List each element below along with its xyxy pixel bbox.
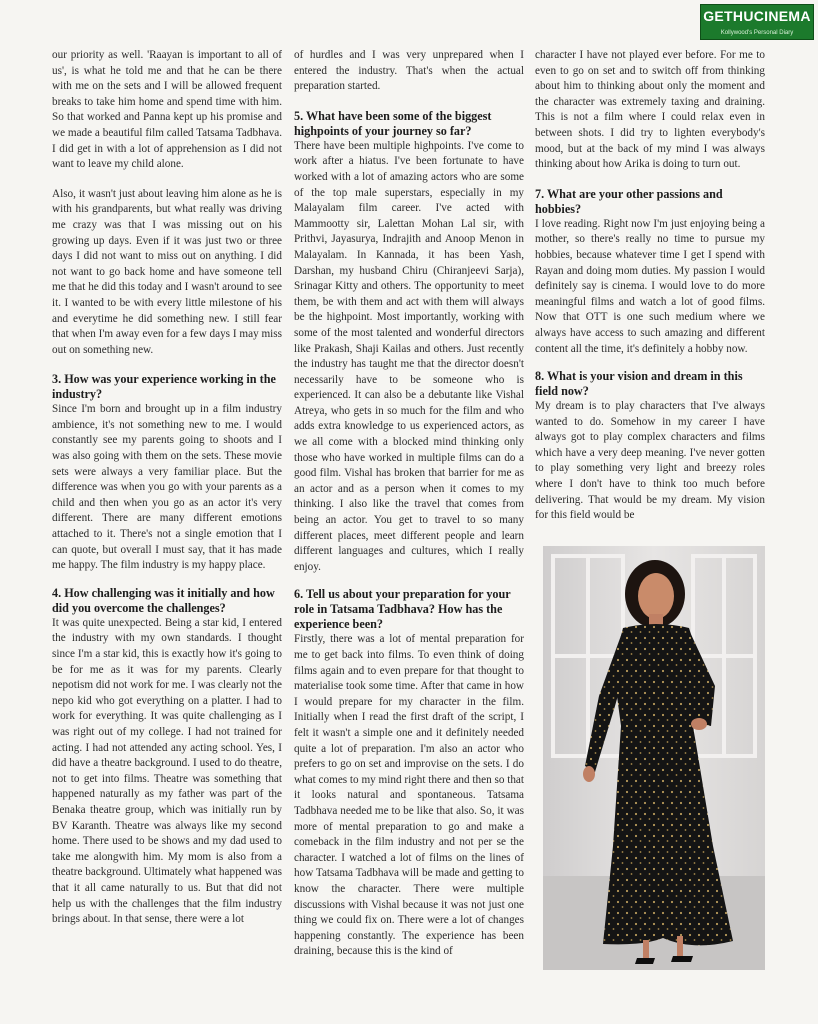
portrait-illustration (543, 546, 765, 970)
answer-3: Since I'm born and brought up in a film industry ambience, it's not something new to me. I would constantly see my parents going to shoots and I was also going with them on the sets. These movie sets were always a very familiar place. But the difference was when you go with your parents as a child and then when you go as an actor it's very different. There are many different emotions attached to it. There's not a single emotion that I can quote, but overall I must say, that it has made me happy. The film industry is my happy place. (52, 403, 282, 572)
paragraph: of hurdles and I was very unprepared when I entered the industry. That's when the actual preparation started. (294, 49, 524, 93)
article-column-1 (52, 48, 282, 942)
answer-7: I love reading. Right now I'm just enjoying being a mother, so there's really no time to pursue my hobbies, because whatever time I get I spend with Rayan and doing mom duties. My passion I would definitely say is cinema. I would love to do more meaningful films and watch a lot of good films. Now that OTT is one such medium where we always have access to such amazing and different content all the time, it's definitely a hobby now. (535, 217, 765, 355)
answer-5: There have been multiple highpoints. I've come to work after a hiatus. I've been fortunate to have worked with a lot of amazing actors who are some of the top male superstars, especially in my Malayalam film career. I've acted with Mammootty sir, Lalettan Mohan Lal sir, with Prithvi, Jayasurya, Indrajith and Anoop Menon in Malayalam. In Kannada, it has been Yash, Darshan, my husband Chiru (Chiranjeevi Sarja), Srinagar Kitty and others. The opportunity to meet them, be with them and act with them will always be the highpoint. Most importantly, working with some of the most talented and wonderful directors like Prakash, Shaji Kailas and others. Just recently the industry has taught me that the director doesn't necessarily have to be someone who is experienced. It can also be a debutante like Vishal Atreya, who gets in so much for the film and who adds extra knowledge to us experienced actors, as we all come with a blocked mind thinking only those who have worked in multiple films can do a good film. Vishal has broken that barrier for me as an actor and as a person when it comes to my thinking. I also like the travel that comes from being an actor. You get to travel to so many different places, meet different people and learn different languages and cultures, which I really enjoy. (294, 139, 524, 573)
question-heading-8: 8. What is your vision and dream in this field now? (535, 369, 743, 399)
question-heading-4: 4. How challenging was it initially and how did you overcome the challenges? (52, 585, 275, 615)
question-heading-6: 6. Tell us about your preparation for your role in Tatsama Tadbhava? How has the experience been? (294, 587, 511, 632)
answer-4: It was quite unexpected. Being a star kid, I entered the industry with my own standards. I thought since I'm a star kid, this is exactly how it's going to be for me as it was for my parents. Clearly nepotism did not work for me. I was clearly not the nepo kid who got everything on a platter. I had to work for everything. It was quite challenging as I was right out of my college. I had not trained for acting. I had not attended any acting school. Yes, I did have a theatre background. I used to do theatre, not to get into films. Theatre was something that happened naturally as my father was part of the Benaka theatre group, which was initially run by BV Karanth. Theatre was always like my second home. There used to be shows and my dad used to take me alongwith him. My mom is also from a theatre background. Ultimately what happened was that it all came naturally to us. But that did not help us with the challenges that the film industry brings about. In that sense, there were a lot (52, 616, 282, 926)
paragraph: character I have not played ever before. For me to even to go on set and to switch off from thinking about him to thinking about only the moment and the character was extremely taxing and draining. This is not a film where I could relax even in between shots. I did try to lighten everybody's mood, but at the back of my mind I was always thinking about how Arika is doing to turn out. (535, 49, 765, 171)
portrait-photo (543, 546, 765, 970)
paragraph: our priority as well. 'Raayan is important to all of us', is what he told me and that he can be there with me on the sets and I will be allowed frequent breaks to take him home and spend time with him. So that worked and Panna kept up his promise and we made a beautiful film called Tatsama Tadbhava. I did get in with a lot of apprehension as I did not want to leave my child alone. (52, 49, 282, 171)
logo-name: GETHUCINEMA (703, 8, 811, 24)
question-heading-3: 3. How was your experience working in the industry? (52, 372, 276, 402)
answer-8: My dream is to play characters that I've always wanted to do. Somehow in my career I have always got to play complex characters and films which have a very deep meaning. I've never gotten to play something very light and breezy roles where I don't have to think too much before delivering. That would be my dream. My vision for this field would be (535, 400, 765, 522)
question-heading-7: 7. What are your other passions and hobbies? (535, 186, 723, 216)
question-heading-5: 5. What have been some of the biggest highpoints of your journey so far? (294, 108, 492, 138)
answer-6: Firstly, there was a lot of mental preparation for me to get back into films. To even think of doing films again and to even prepare for that thought to materialise took some time. After that came in how I would prepare for my character in the film. Initially when I read the first draft of the script, I felt it wasn't a simple one and it definitely needed quite a lot of preparation. I'm also an actor who prefers to go on set and improvise on the sets. I do what comes to my mind right there and then so that it looks natural and spontaneous. Tatsama Tadbhava needed me to be like that also. So, it was more of mental preparation to go and make a comeback in the film industry and not per se the character. I watched a lot of films on the lines of how Tatsama Tadbhava will be made and getting to know the character. There were multiple discussions with Vishal because it was not just one thing we could fix on. There were a lot of changes happening constantly. The experience has been draining, because this is the kind of (294, 633, 524, 958)
paragraph: Also, it wasn't just about leaving him alone as he is with his grandparents, but what really was driving me crazy was that I was missing out on his growing up days. Even if it was just two or three days I did not want to miss out on anything. I did not want to go back home and have someone tell me that he did this today and I wasn't around to see it. I wanted to be with every little milestone of his and everytime he did something new. I still fear that when I'm away even for a few days I may miss out on something new. (52, 187, 282, 356)
site-logo (700, 4, 814, 40)
article-column-2 (294, 48, 524, 974)
article-column-3 (535, 48, 765, 538)
logo-tagline: Kollywood's Personal Diary (720, 30, 794, 36)
